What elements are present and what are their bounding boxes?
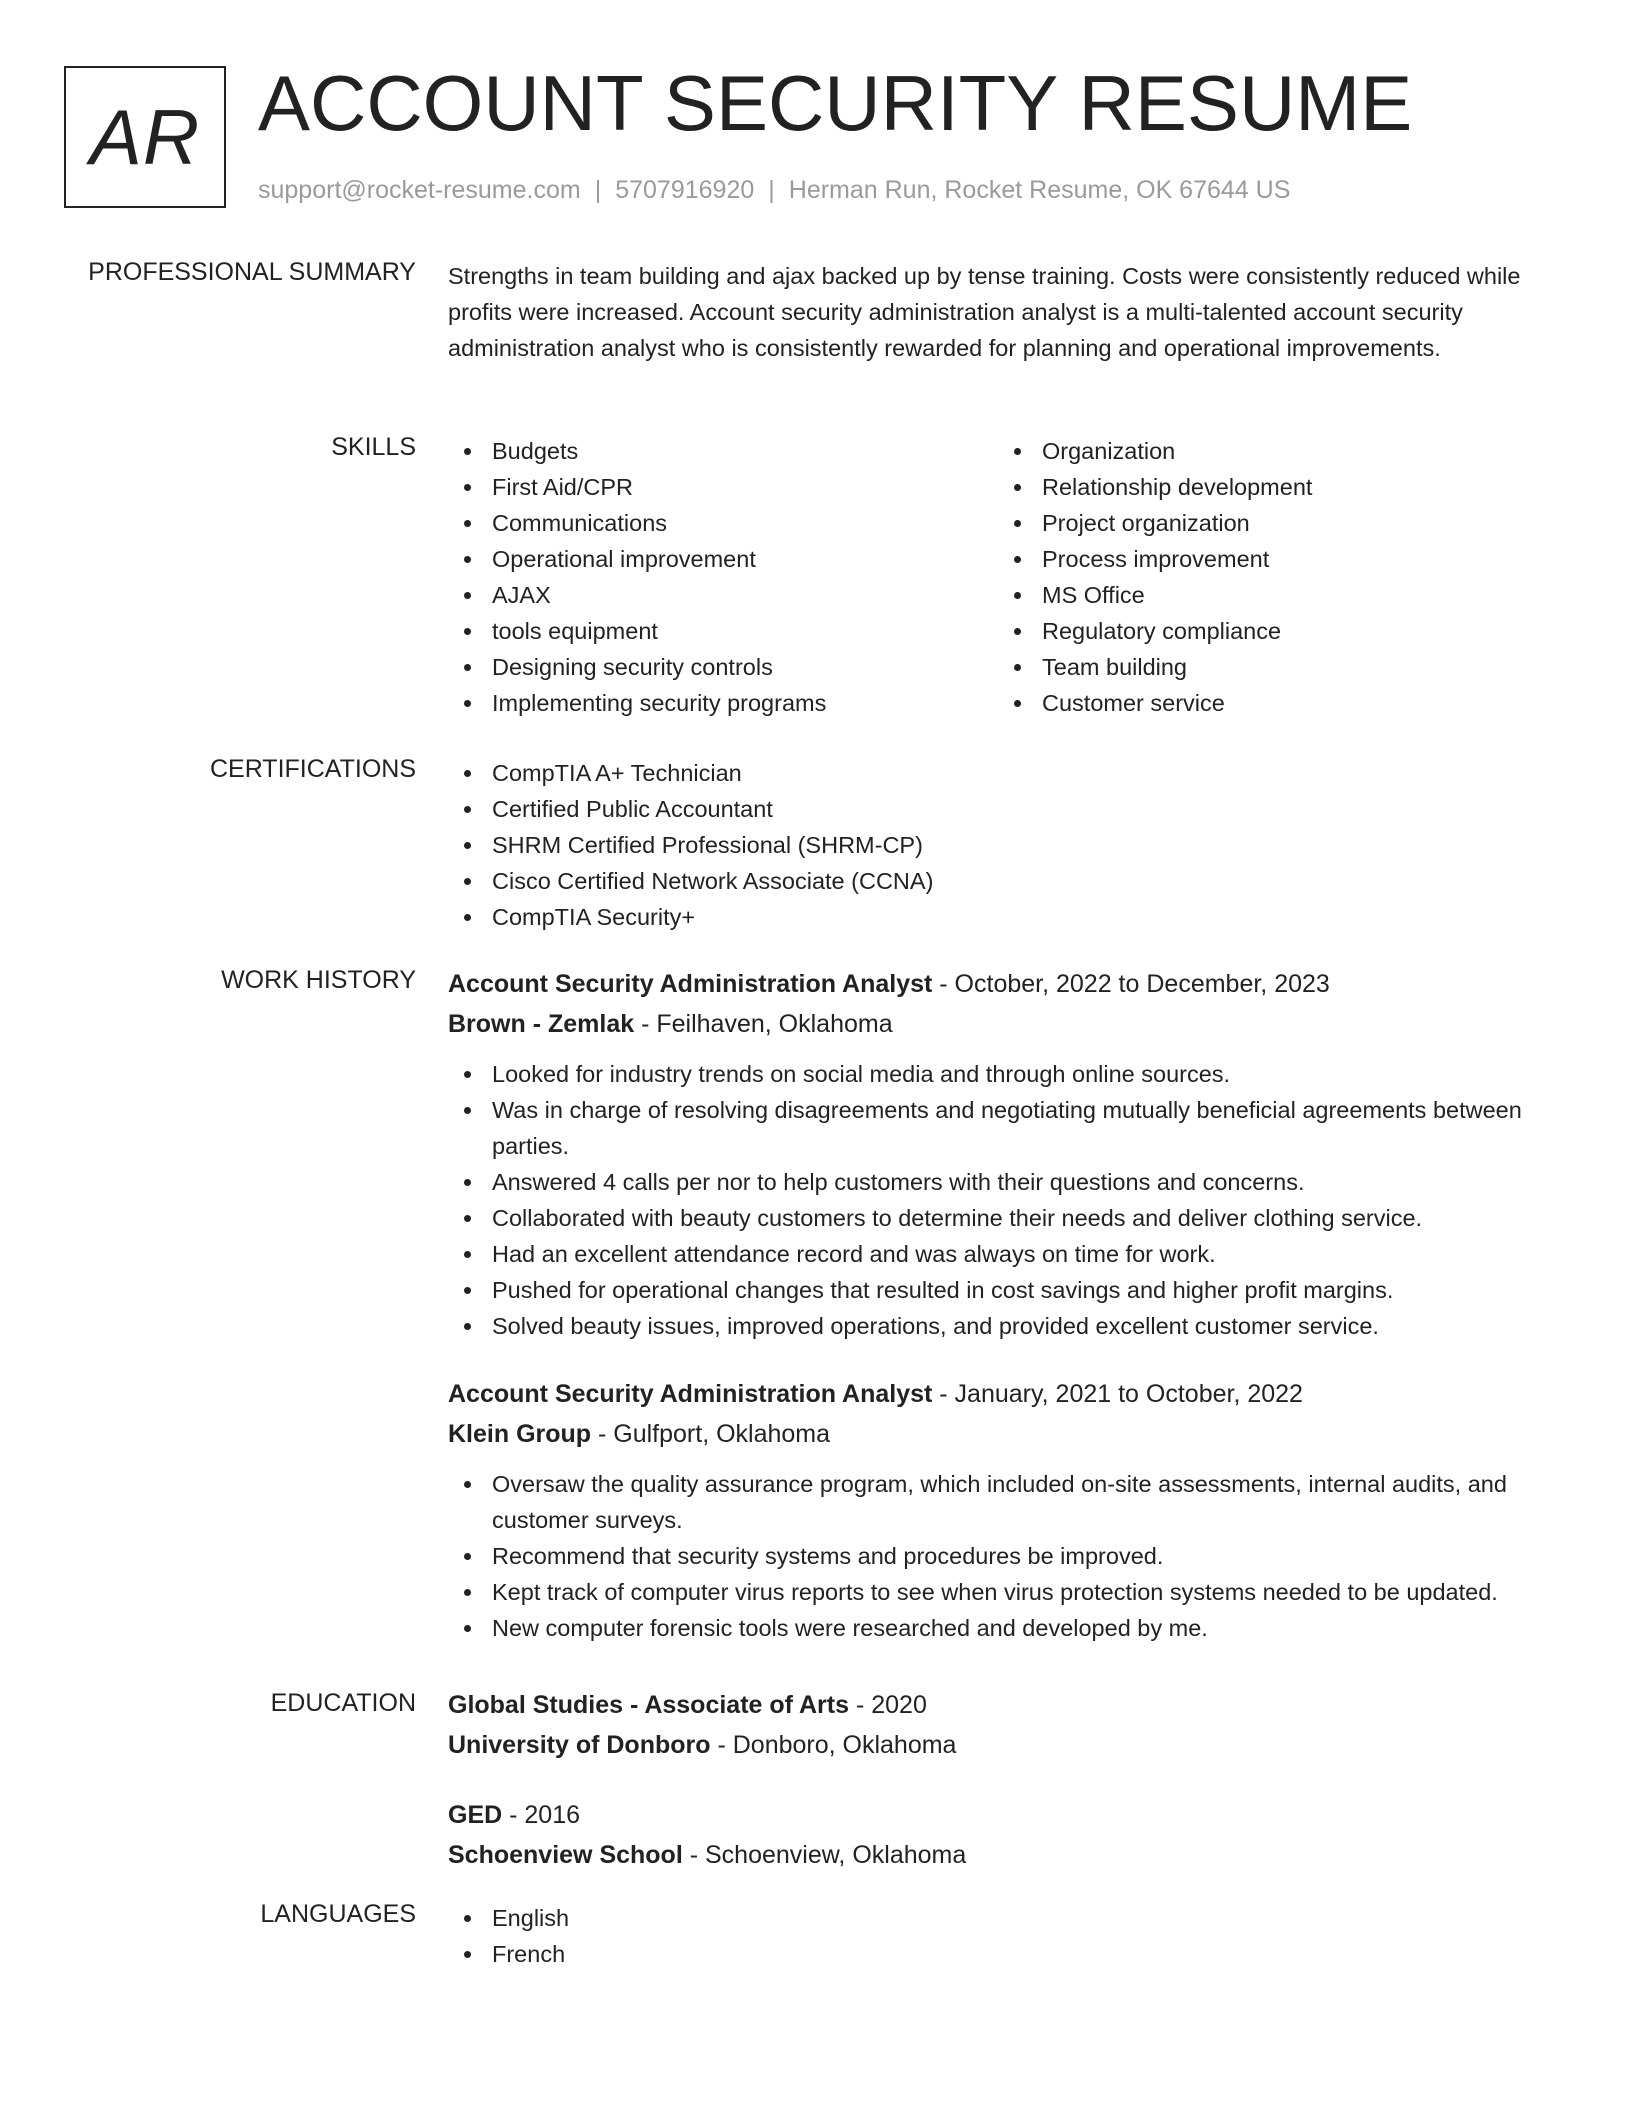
summary-text: Strengths in team building and ajax backed up by tense training. Costs were consistently reduced while profits were increased. Account security administration analyst is a multi-talented account security administration analyst who is consistently rewarded for planning and operational improvements. (448, 263, 1521, 361)
summary-label: PROFESSIONAL SUMMARY (88, 258, 416, 286)
languages-label: LANGUAGES (260, 1900, 416, 1928)
job-bullet: Oversaw the quality assurance program, which included on-site assessments, internal audits, and customer surveys. (448, 1466, 1568, 1538)
language-item: English (448, 1900, 1568, 1936)
job-bullet: Recommend that security systems and procedures be improved. (448, 1538, 1568, 1574)
skill-item: First Aid/CPR (448, 469, 998, 505)
job-entry (448, 1374, 1568, 1646)
contact-email: support@rocket-resume.com (258, 176, 581, 204)
job-title: Account Security Administration Analyst (448, 1380, 933, 1408)
company-location: - Gulfport, Oklahoma (591, 1420, 831, 1448)
school-line (448, 1725, 1568, 1765)
company-name: Brown - Zemlak (448, 1010, 635, 1038)
job-bullet: New computer forensic tools were researched and developed by me. (448, 1610, 1568, 1646)
resume-title: ACCOUNT SECURITY RESUME (258, 59, 1413, 147)
certification-item: Certified Public Accountant (448, 791, 1568, 827)
certification-item: CompTIA A+ Technician (448, 755, 1568, 791)
education-label: EDUCATION (270, 1689, 416, 1717)
monogram-box (64, 66, 226, 208)
skill-item: Designing security controls (448, 649, 998, 685)
job-dates: - January, 2021 to October, 2022 (932, 1380, 1303, 1408)
contact-address: Herman Run, Rocket Resume, OK 67644 US (788, 176, 1291, 204)
school-name: University of Donboro (448, 1731, 711, 1759)
contact-separator: | (594, 176, 602, 204)
degree-name: Global Studies - Associate of Arts (448, 1691, 850, 1719)
company-name: Klein Group (448, 1420, 592, 1448)
skills-list-right (998, 433, 1548, 721)
skill-item: Regulatory compliance (998, 613, 1548, 649)
job-title-line (448, 964, 1568, 1004)
contact-line (258, 176, 1290, 205)
certification-item: Cisco Certified Network Associate (CCNA) (448, 863, 1568, 899)
skills-label: SKILLS (331, 433, 416, 461)
certification-item: CompTIA Security+ (448, 899, 1568, 935)
school-line (448, 1835, 1568, 1875)
school-name: Schoenview School (448, 1841, 683, 1869)
job-bullet: Had an excellent attendance record and was always on time for work. (448, 1236, 1568, 1272)
job-bullet: Pushed for operational changes that resulted in cost savings and higher profit margins. (448, 1272, 1568, 1308)
skill-item: Organization (998, 433, 1548, 469)
job-bullet: Collaborated with beauty customers to determine their needs and deliver clothing service. (448, 1200, 1568, 1236)
certifications-label: CERTIFICATIONS (209, 755, 416, 783)
job-bullet: Kept track of computer virus reports to see when virus protection systems needed to be updated. (448, 1574, 1568, 1610)
education-entry (448, 1795, 1568, 1875)
skills-list-left (448, 433, 998, 721)
certifications-list (448, 755, 1568, 935)
job-entry (448, 964, 1568, 1344)
certifications-body (448, 755, 1568, 935)
company-line (448, 1414, 1568, 1454)
school-location: - Schoenview, Oklahoma (682, 1841, 967, 1869)
certification-item: SHRM Certified Professional (SHRM-CP) (448, 827, 1568, 863)
contact-phone: 5707916920 (615, 176, 755, 204)
languages-list (448, 1900, 1568, 1972)
work-label: WORK HISTORY (221, 966, 416, 994)
job-dates: - October, 2022 to December, 2023 (932, 970, 1330, 998)
job-bullet: Was in charge of resolving disagreements and negotiating mutually beneficial agreements between parties. (448, 1092, 1568, 1164)
job-bullets (448, 1466, 1568, 1646)
degree-line (448, 1685, 1568, 1725)
degree-year: - 2016 (502, 1801, 581, 1829)
degree-year: - 2020 (849, 1691, 927, 1719)
job-bullet: Answered 4 calls per nor to help customers with their questions and concerns. (448, 1164, 1568, 1200)
language-item: French (448, 1936, 1568, 1972)
skill-item: Operational improvement (448, 541, 998, 577)
skill-item: Communications (448, 505, 998, 541)
skill-item: Team building (998, 649, 1548, 685)
school-location: - Donboro, Oklahoma (710, 1731, 957, 1759)
skill-item: MS Office (998, 577, 1548, 613)
job-bullet: Looked for industry trends on social media and through online sources. (448, 1056, 1568, 1092)
skill-item: tools equipment (448, 613, 998, 649)
company-location: - Feilhaven, Oklahoma (634, 1010, 893, 1038)
degree-line (448, 1795, 1568, 1835)
job-title-line (448, 1374, 1568, 1414)
languages-body (448, 1900, 1568, 1972)
skill-item: Relationship development (998, 469, 1548, 505)
job-bullet: Solved beauty issues, improved operations, and provided excellent customer service. (448, 1308, 1568, 1344)
work-body (448, 964, 1568, 1646)
monogram-initials: AR (89, 92, 201, 181)
skill-item: Project organization (998, 505, 1548, 541)
education-body (448, 1685, 1568, 1875)
job-bullets (448, 1056, 1568, 1344)
skill-item: Process improvement (998, 541, 1548, 577)
skill-item: Customer service (998, 685, 1548, 721)
job-title: Account Security Administration Analyst (448, 970, 933, 998)
education-entry (448, 1685, 1568, 1765)
skill-item: AJAX (448, 577, 998, 613)
degree-name: GED (448, 1801, 503, 1829)
skill-item: Implementing security programs (448, 685, 998, 721)
skills-columns (448, 433, 1568, 721)
company-line (448, 1004, 1568, 1044)
contact-separator: | (768, 176, 775, 204)
skill-item: Budgets (448, 433, 998, 469)
